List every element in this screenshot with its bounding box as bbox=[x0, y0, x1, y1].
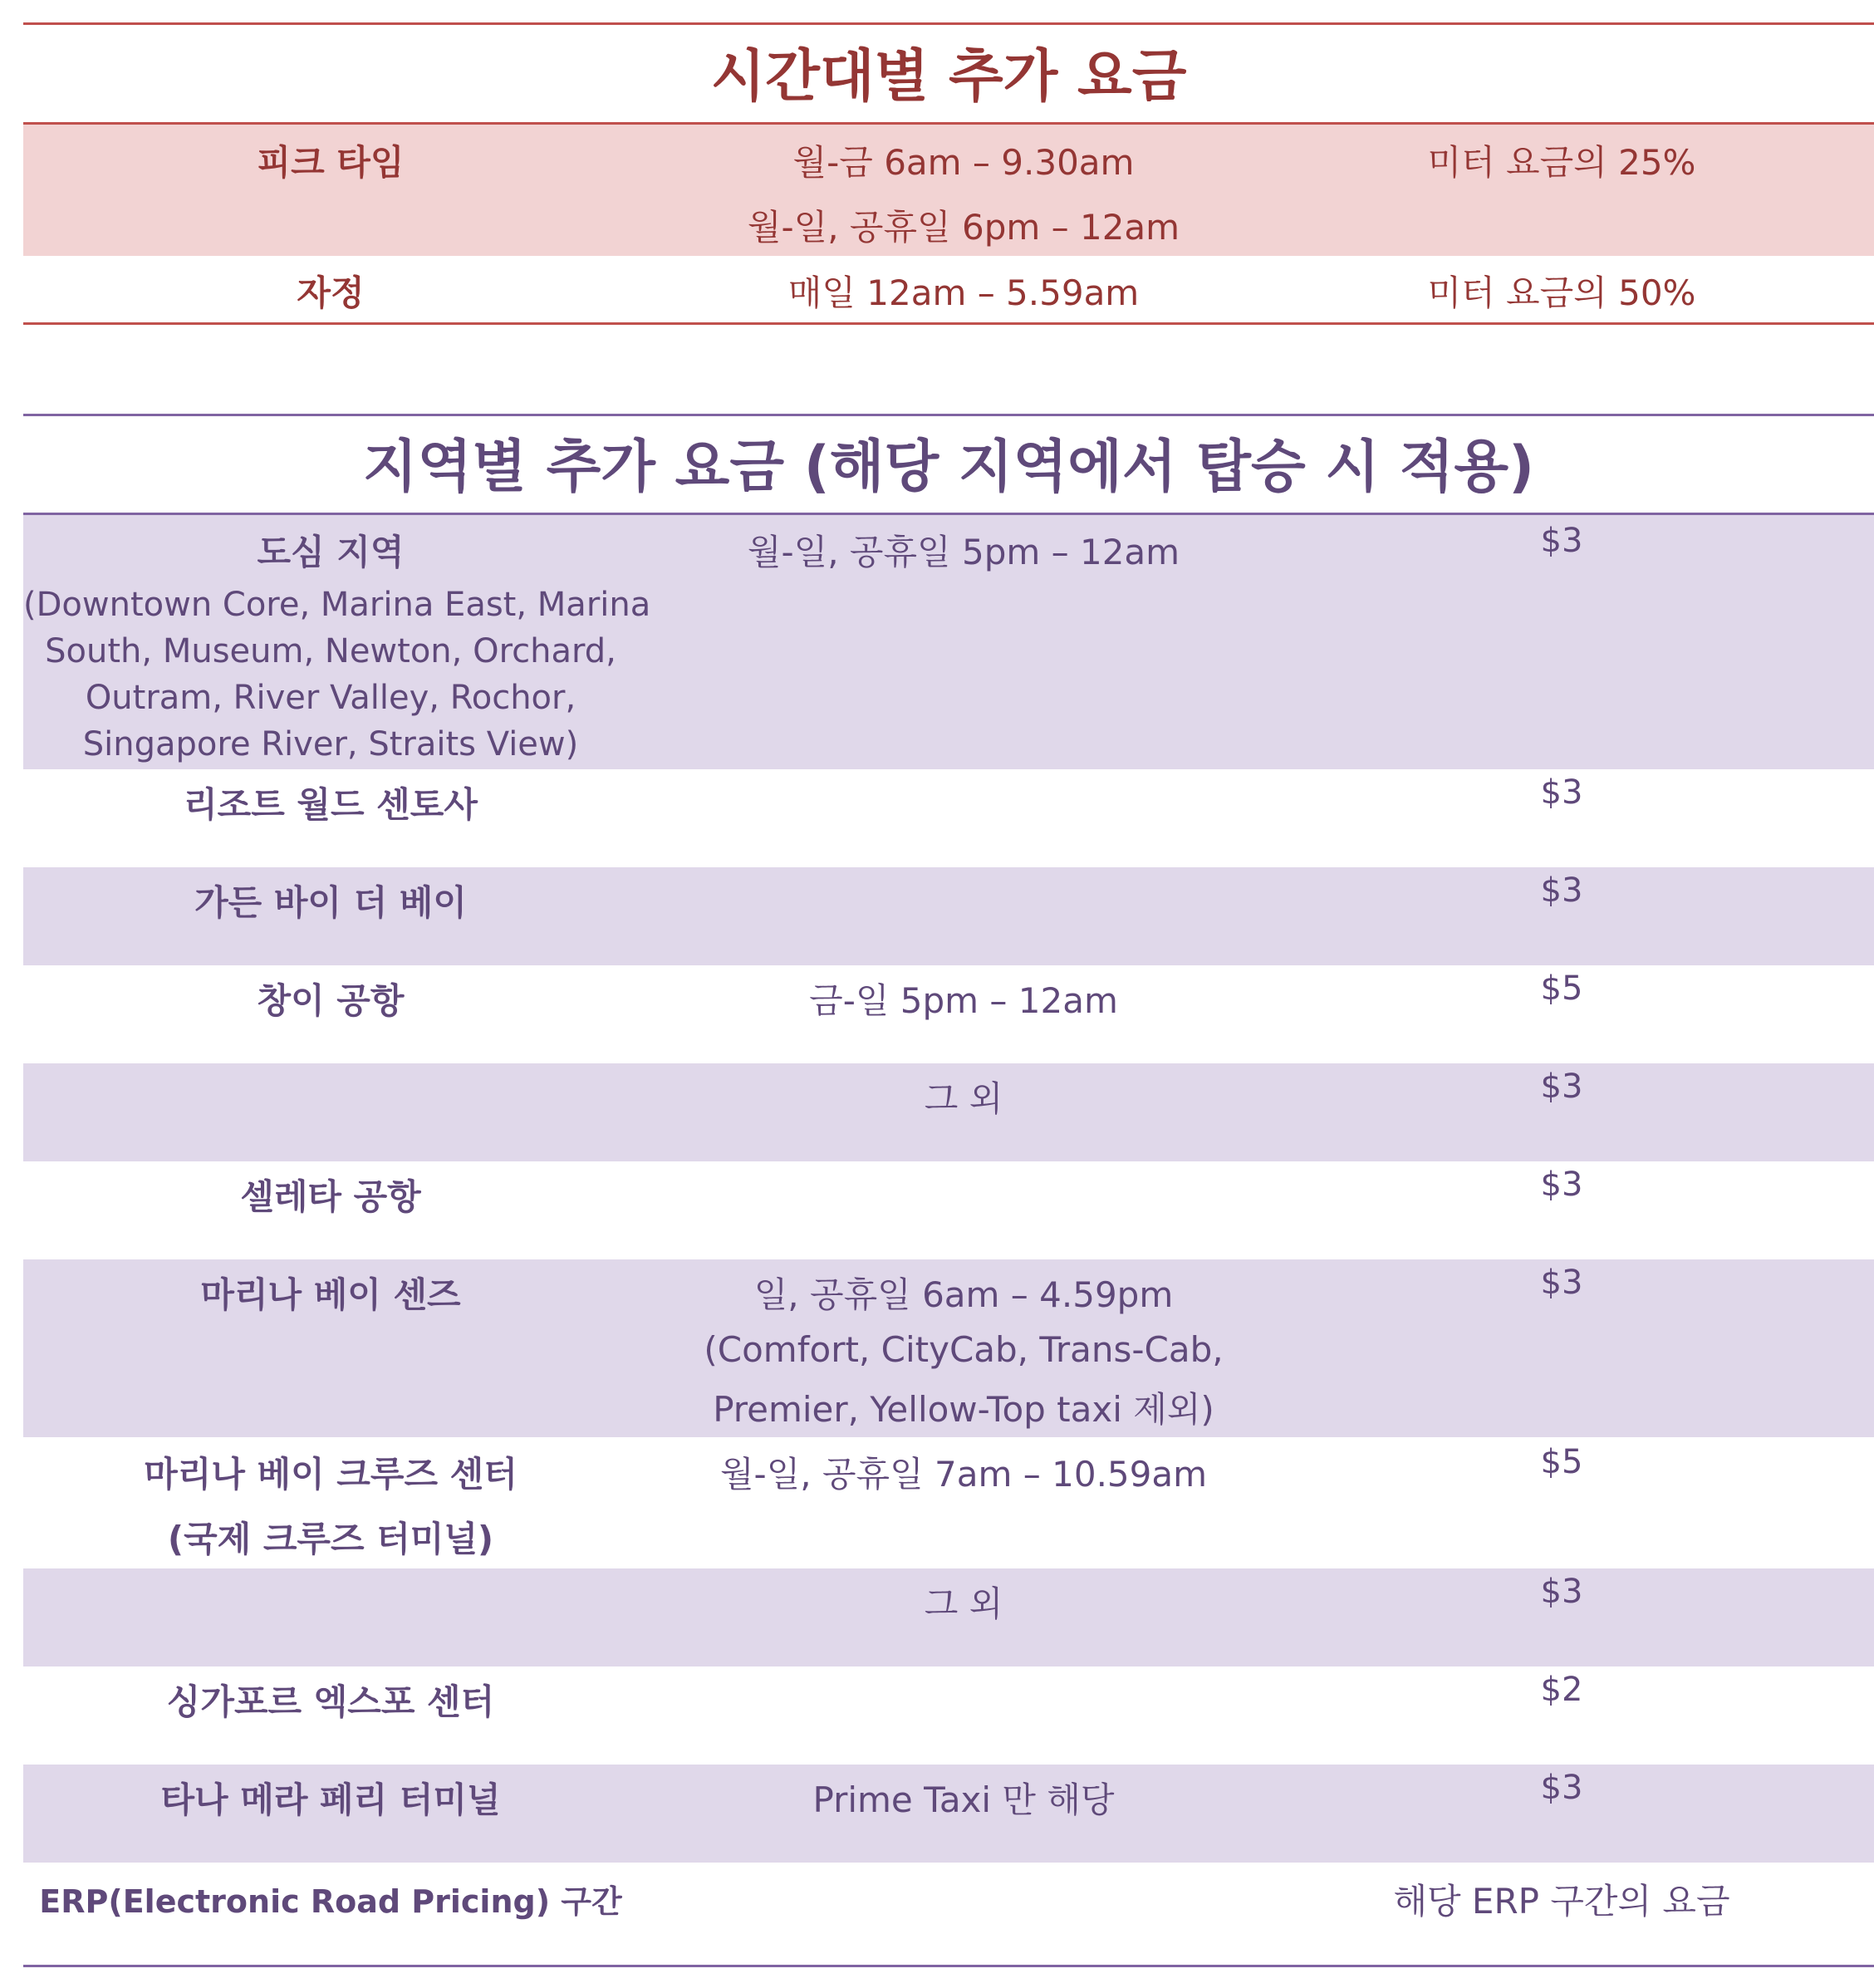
location-top-border-line bbox=[23, 414, 1874, 416]
location-bottom-border-line bbox=[23, 1965, 1874, 1967]
time-surcharge-title: 시간대별 추가 요금 bbox=[710, 44, 1187, 110]
peak-time-fee: 미터 요금의 25% bbox=[1427, 142, 1696, 183]
peak-time-weekday: 월-금 6am – 9.30am bbox=[792, 142, 1135, 183]
location-detail-line: (Downtown Core, Marina East, Marina bbox=[23, 586, 651, 624]
location-fee: $3 bbox=[1540, 773, 1583, 812]
location-time: Prime Taxi 만 해당 bbox=[812, 1779, 1115, 1820]
location-time: 월-일, 공휴일 5pm – 12am bbox=[747, 532, 1180, 572]
location-detail-line: Outram, River Valley, Rochor, bbox=[85, 679, 576, 717]
location-time: 일, 공휴일 6am – 4.59pm bbox=[753, 1274, 1174, 1315]
location-name: 마리나 베이 센즈 bbox=[200, 1274, 461, 1315]
location-fee: $3 bbox=[1540, 1573, 1583, 1611]
location-name: 리조트 월드 센토사 bbox=[184, 784, 478, 825]
midnight-label: 자정 bbox=[297, 272, 365, 313]
location-fee: 해당 ERP 구간의 요금 bbox=[1393, 1881, 1730, 1922]
location-time: 금-일 5pm – 12am bbox=[809, 980, 1118, 1021]
location-fee: $5 bbox=[1540, 1443, 1583, 1481]
location-fee: $5 bbox=[1540, 969, 1583, 1008]
location-fee: $3 bbox=[1540, 871, 1583, 910]
location-time-detail: Premier, Yellow-Top taxi 제외) bbox=[713, 1389, 1214, 1430]
location-name: 타나 메라 페리 터미널 bbox=[160, 1779, 501, 1820]
location-fee: $2 bbox=[1540, 1671, 1583, 1709]
location-time: 그 외 bbox=[924, 1078, 1003, 1119]
location-name-line2: (국제 크루즈 터미널) bbox=[167, 1519, 494, 1559]
location-name: 셀레타 공항 bbox=[240, 1176, 421, 1217]
location-surcharge-title: 지역별 추가 요금 (해당 지역에서 탑승 시 적용) bbox=[362, 434, 1535, 500]
location-name: ERP(Electronic Road Pricing) 구간 bbox=[39, 1883, 622, 1920]
location-fee: $3 bbox=[1540, 1264, 1583, 1302]
location-time: 그 외 bbox=[924, 1583, 1003, 1624]
peak-time-label: 피크 타임 bbox=[257, 142, 405, 183]
top-border-line bbox=[23, 22, 1874, 25]
location-name: 싱가포르 엑스포 센터 bbox=[166, 1681, 495, 1722]
location-detail-line: South, Museum, Newton, Orchard, bbox=[45, 632, 616, 670]
location-fee: $3 bbox=[1540, 1166, 1583, 1204]
location-name: 마리나 베이 크루즈 센터 bbox=[144, 1454, 518, 1495]
location-fee: $3 bbox=[1540, 1068, 1583, 1106]
location-fee: $3 bbox=[1540, 522, 1583, 560]
location-name: 창이 공항 bbox=[257, 980, 405, 1021]
location-name: 가든 바이 더 베이 bbox=[194, 882, 467, 923]
location-fee: $3 bbox=[1540, 1769, 1583, 1807]
location-name: 도심 지역 bbox=[257, 532, 405, 572]
location-time: 월-일, 공휴일 7am – 10.59am bbox=[719, 1454, 1208, 1495]
midnight-fee: 미터 요금의 50% bbox=[1427, 272, 1696, 313]
location-time-detail: (Comfort, CityCab, Trans-Cab, bbox=[704, 1329, 1224, 1370]
bottom-border-line bbox=[23, 322, 1874, 325]
location-detail-line: Singapore River, Straits View) bbox=[82, 725, 579, 763]
midnight-time: 매일 12am – 5.59am bbox=[787, 272, 1140, 313]
peak-time-evening: 월-일, 공휴일 6pm – 12am bbox=[747, 207, 1180, 248]
